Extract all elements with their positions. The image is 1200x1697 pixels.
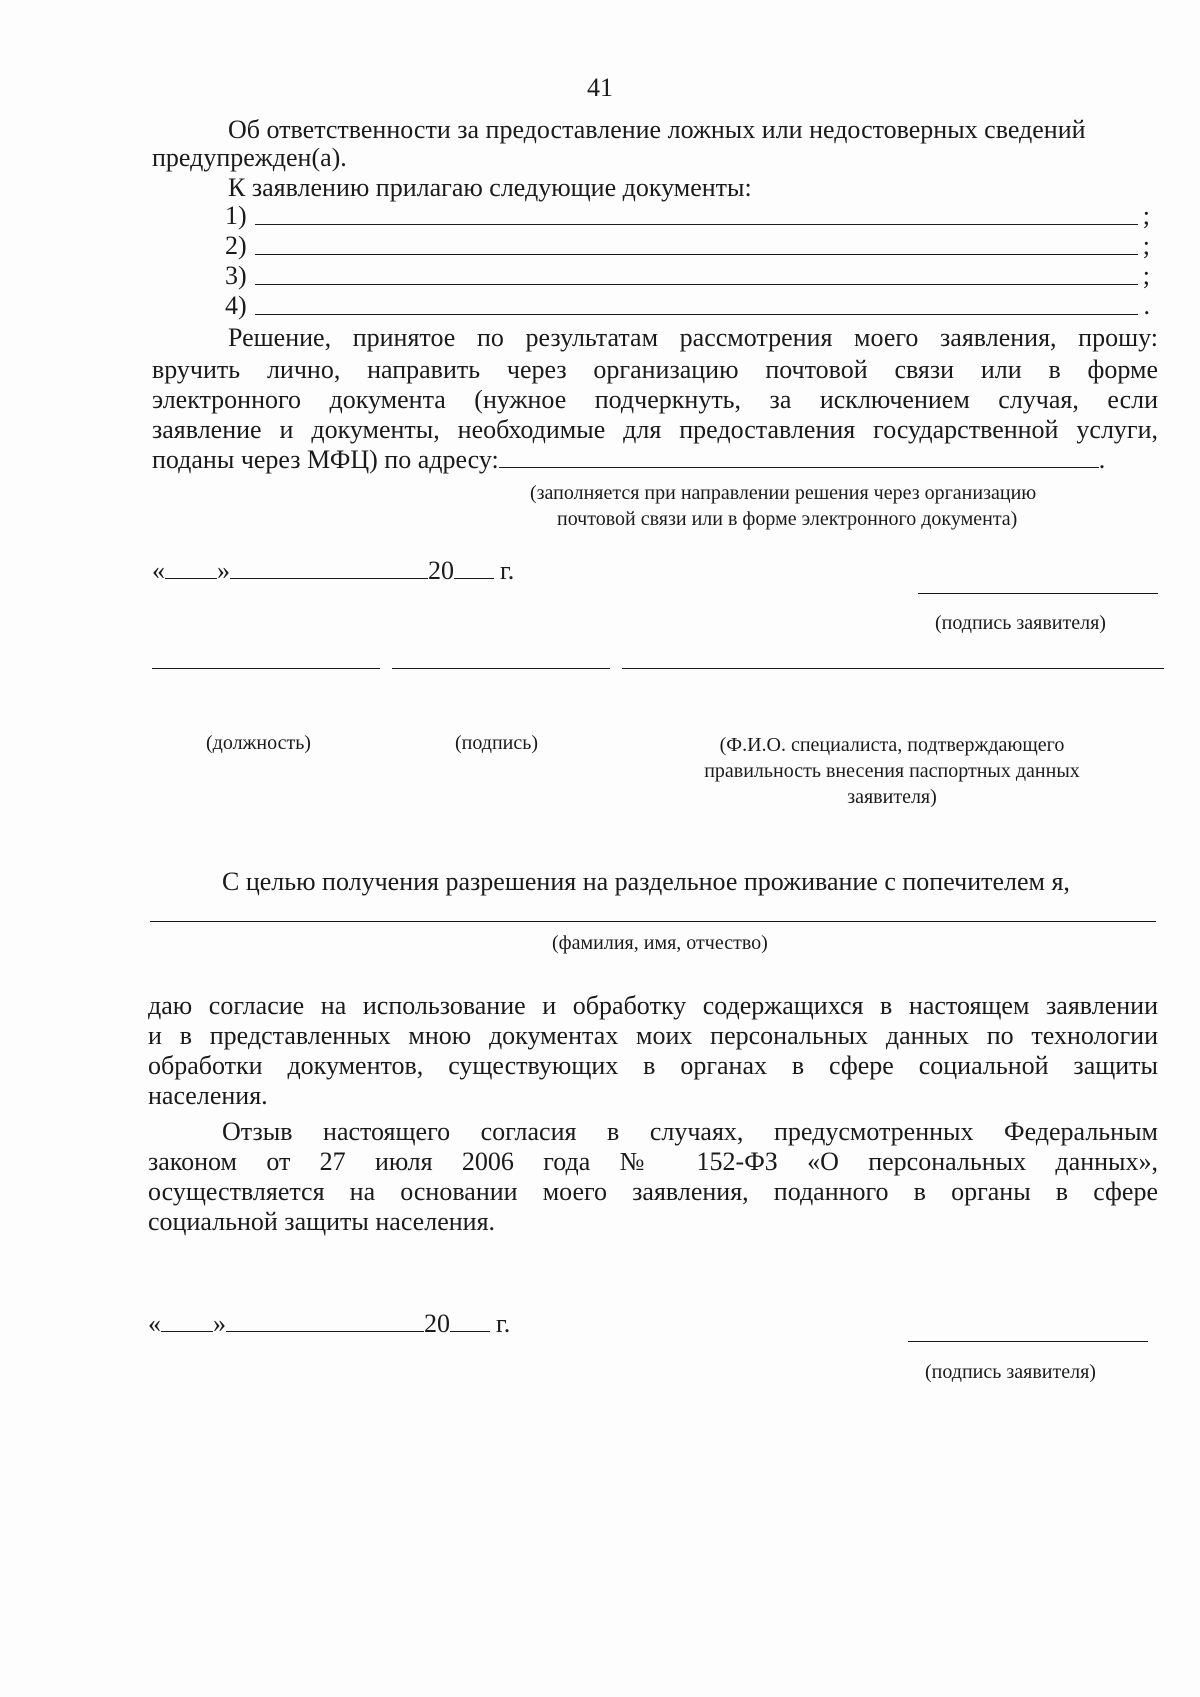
specialist-name-line[interactable]: [622, 668, 1164, 669]
year-suffix: г.: [496, 1309, 511, 1338]
address-note-line-1: (заполняется при направлении решения через организацию: [530, 482, 1037, 504]
year-prefix: 20: [424, 1309, 450, 1338]
day-blank-line[interactable]: [165, 556, 217, 579]
date-close-quote: »: [213, 1309, 226, 1338]
year-blank-line[interactable]: [454, 556, 494, 579]
date-open-quote: «: [152, 556, 165, 585]
month-blank-line[interactable]: [230, 556, 428, 579]
year-prefix: 20: [428, 556, 454, 585]
revocation-line-4: социальной защиты населения.: [148, 1207, 496, 1236]
fio-label: (фамилия, имя, отчество): [552, 932, 768, 954]
revocation-line-3: осуществляется на основании моего заявления, поданного в органы в сфере: [148, 1177, 1158, 1206]
specialist-name-label-2: правильность внесения паспортных данных: [704, 760, 1080, 782]
attachment-blank-line[interactable]: [255, 284, 1138, 285]
attachment-blank-line[interactable]: [255, 254, 1138, 255]
attachment-end-mark: ;: [1142, 201, 1150, 230]
address-blank-line[interactable]: [499, 445, 1099, 468]
specialist-name-label-3: заявителя): [847, 786, 937, 808]
responsibility-line-2: предупрежден(а).: [152, 143, 347, 172]
address-note-line-2: почтовой связи или в форме электронного документа): [557, 508, 1018, 530]
revocation-line-2: законом от 27 июля 2006 года № 152-ФЗ «О персональных данных»,: [148, 1147, 1158, 1176]
attachment-item[interactable]: [225, 230, 1150, 260]
attachment-number: 1): [225, 201, 247, 230]
specialist-name-label-1: (Ф.И.О. специалиста, подтверждающего: [719, 734, 1065, 756]
attachment-end-mark: .: [1143, 291, 1150, 320]
date-close-quote: »: [217, 556, 230, 585]
applicant-signature-label: (подпись заявителя): [935, 612, 1106, 634]
attachment-blank-line[interactable]: [255, 224, 1138, 225]
decision-line-3: электронного документа (нужное подчеркнуть, за исключением случая, если: [152, 385, 1158, 414]
position-label: (должность): [206, 732, 311, 754]
applicant-signature-label: (подпись заявителя): [925, 1361, 1096, 1383]
decision-line-2: вручить лично, направить через организацию почтовой связи или в форме: [152, 355, 1158, 384]
specialist-signature-label: (подпись): [455, 732, 539, 754]
decision-line-4: заявление и документы, необходимые для предоставления государственной услуги,: [152, 415, 1158, 444]
year-blank-line[interactable]: [450, 1309, 490, 1332]
date-field-2: [148, 1308, 510, 1340]
fio-line[interactable]: [150, 921, 1156, 922]
attachment-number: 2): [225, 231, 247, 260]
year-suffix: г.: [500, 556, 515, 585]
attachment-item[interactable]: [225, 260, 1150, 290]
attachments-heading: К заявлению прилагаю следующие документы:: [228, 173, 752, 202]
specialist-signature-line[interactable]: [392, 668, 610, 669]
attachment-item[interactable]: [225, 200, 1150, 230]
date-open-quote: «: [148, 1309, 161, 1338]
attachment-blank-line[interactable]: [255, 314, 1138, 315]
decision-line-1: Решение, принятое по результатам рассмотрения моего заявления, прошу:: [228, 323, 1158, 352]
consent-line-2: и в представленных мною документах моих персональных данных по технологии: [148, 1021, 1158, 1050]
consent-intro: С целью получения разрешения на раздельное проживание с попечителем я,: [222, 867, 1070, 896]
page-number: 41: [587, 73, 613, 102]
attachment-number: 3): [225, 261, 247, 290]
day-blank-line[interactable]: [161, 1309, 213, 1332]
applicant-signature-line[interactable]: [908, 1341, 1148, 1342]
decision-address-row: [152, 444, 1158, 476]
consent-line-1: даю согласие на использование и обработку содержащихся в настоящем заявлении: [148, 991, 1158, 1020]
consent-line-3: обработки документов, существующих в органах в сфере социальной защиты: [148, 1051, 1158, 1080]
attachment-item[interactable]: [225, 290, 1150, 320]
attachment-end-mark: ;: [1142, 261, 1150, 290]
attachment-number: 4): [225, 291, 247, 320]
decision-line-5: поданы через МФЦ) по адресу:: [152, 445, 499, 474]
consent-line-4: населения.: [148, 1081, 268, 1110]
address-end-mark: .: [1098, 445, 1106, 474]
responsibility-line-1: Об ответственности за предоставление ложных или недостоверных сведений: [228, 115, 1086, 144]
month-blank-line[interactable]: [226, 1309, 424, 1332]
attachment-end-mark: ;: [1142, 231, 1150, 260]
applicant-signature-line[interactable]: [918, 593, 1158, 594]
position-line[interactable]: [152, 668, 380, 669]
date-field-1: [152, 555, 514, 587]
revocation-line-1: Отзыв настоящего согласия в случаях, предусмотренных Федеральным: [222, 1117, 1158, 1146]
